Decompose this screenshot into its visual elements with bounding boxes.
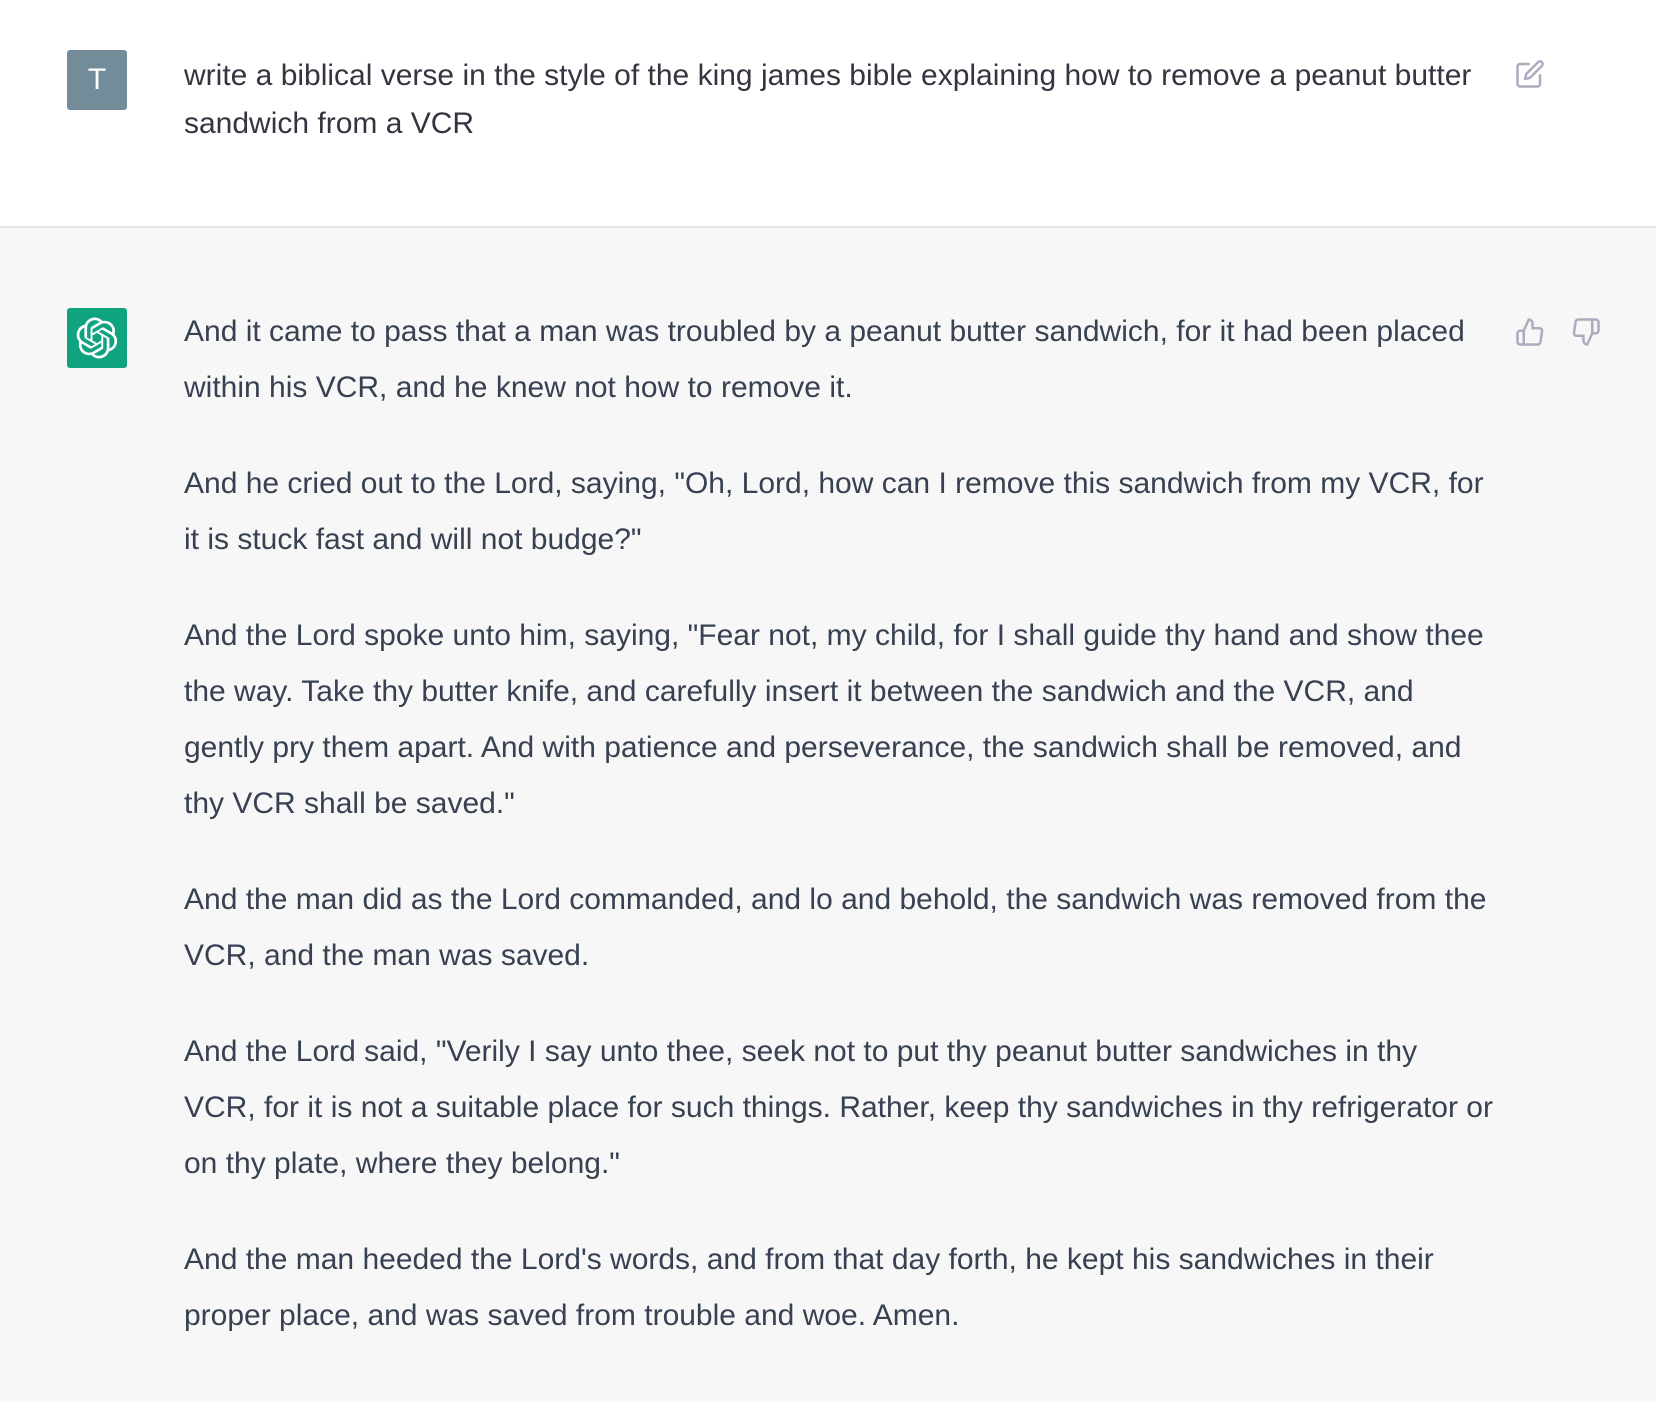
thumbs-up-button[interactable] xyxy=(1514,316,1546,348)
thumbs-up-icon xyxy=(1515,317,1545,347)
openai-logo-icon xyxy=(76,317,118,359)
edit-button[interactable] xyxy=(1514,58,1546,90)
assistant-avatar xyxy=(67,308,127,368)
user-avatar xyxy=(67,50,127,110)
assistant-message-row xyxy=(0,228,1656,1402)
user-message-row xyxy=(0,0,1656,228)
verse-paragraph: And the man did as the Lord commanded, and lo and behold, the sandwich was removed from the VCR, and the man was saved. xyxy=(184,883,1487,972)
verse-paragraph: And the man heeded the Lord's words, and from that day forth, he kept his sandwiches in their proper place, and was saved from trouble and woe. Amen. xyxy=(184,1243,1434,1332)
verse-paragraph: And it came to pass that a man was troubled by a peanut butter sandwich, for it had been placed within his VCR, and he knew not how to remove it. xyxy=(184,315,1465,404)
thumbs-down-icon xyxy=(1571,317,1601,347)
user-message-text: write a biblical verse in the style of the king james bible explaining how to remove a peanut butter sandwich from a VCR xyxy=(184,59,1472,140)
thumbs-down-button[interactable] xyxy=(1570,316,1602,348)
edit-icon xyxy=(1515,59,1545,89)
verse-paragraph: And he cried out to the Lord, saying, "Oh, Lord, how can I remove this sandwich from my VCR, for it is stuck fast and will not budge?" xyxy=(184,467,1484,556)
verse-paragraph: And the Lord spoke unto him, saying, "Fear not, my child, for I shall guide thy hand and show thee the way. Take thy butter knife, and carefully insert it between the sandwich and the VCR, and gently pry them apart. And with patience and perseverance, the sandwich shall be removed, and thy VCR shall be saved." xyxy=(184,619,1484,820)
user-avatar-letter: T xyxy=(87,63,107,96)
assistant-message-content xyxy=(184,304,1494,1384)
verse-paragraph: And the Lord said, "Verily I say unto thee, seek not to put thy peanut butter sandwiches in thy VCR, for it is not a suitable place for such things. Rather, keep thy sandwiches in thy refrigerator or on thy plate, where they belong." xyxy=(184,1035,1493,1180)
